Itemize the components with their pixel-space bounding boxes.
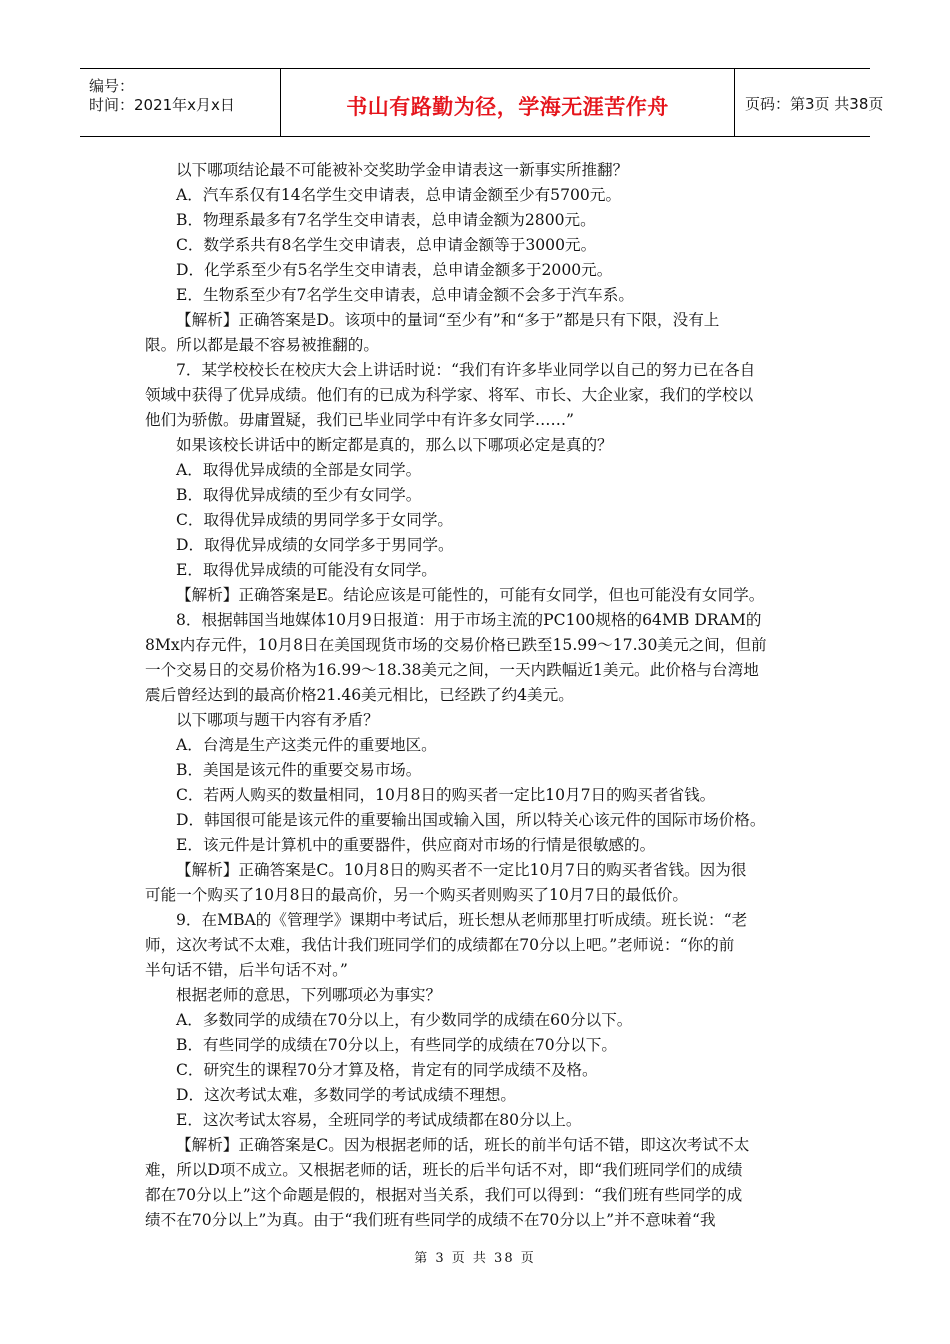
text-line: 领域中获得了优异成绩。他们有的已成为科学家、将军、市长、大企业家，我们的学校以 — [145, 386, 754, 404]
text-line: 9．在MBA的《管理学》课期中考试后，班长想从老师那里打听成绩。班长说：“老 — [176, 911, 748, 929]
text-line: 绩不在70分以上”为真。由于“我们班有些同学的成绩不在70分以上”并不意味着“我 — [145, 1211, 716, 1229]
document-body — [145, 158, 805, 1233]
page-footer: 第 3 页 共 38 页 — [414, 1251, 536, 1266]
text-line: 他们为骄傲。毋庸置疑，我们已毕业同学中有许多女同学……” — [145, 411, 575, 429]
text-line: 师，这次考试不太难，我估计我们班同学们的成绩都在70分以上吧。”老师说：“你的前 — [145, 936, 735, 954]
header-motto-cell — [280, 69, 735, 136]
text-line: 都在70分以上”这个命题是假的，根据对当关系，我们可以得到：“我们班有些同学的成 — [145, 1186, 743, 1204]
doc-number-label: 编号： — [89, 77, 135, 95]
text-line: C．若两人购买的数量相同，10月8日的购买者一定比10月7日的购买者省钱。 — [176, 786, 716, 804]
header-motto: 书山有路勤为径，学海无涯苦作舟 — [346, 94, 669, 119]
text-line: A．汽车系仅有14名学生交申请表，总申请金额至少有5700元。 — [176, 186, 622, 204]
text-line: E．生物系至少有7名学生交申请表，总申请金额不会多于汽车系。 — [176, 286, 634, 304]
header-page-info: 页码：第3页 共38页 — [745, 95, 884, 113]
text-line: C．研究生的课程70分才算及格，肯定有的同学成绩不及格。 — [176, 1061, 598, 1079]
text-line: 根据老师的意思，下列哪项必为事实？ — [176, 986, 442, 1004]
text-line: 如果该校长讲话中的断定都是真的，那么以下哪项必定是真的？ — [176, 436, 613, 454]
page-header — [80, 68, 884, 137]
doc-time-label: 时间：2021年x月x日 — [89, 96, 235, 114]
text-line: B．取得优异成绩的至少有女同学。 — [176, 486, 422, 504]
text-line: D．这次考试太难，多数同学的考试成绩不理想。 — [176, 1086, 516, 1104]
text-line: E．该元件是计算机中的重要器件，供应商对市场的行情是很敏感的。 — [176, 836, 656, 854]
text-line: 可能一个购买了10月8日的最高价，另一个购买者则购买了10月7日的最低价。 — [145, 886, 688, 904]
text-line: 震后曾经达到的最高价格21.46美元相比，已经跌了约4美元。 — [145, 686, 574, 704]
text-line: A．取得优异成绩的全部是女同学。 — [176, 461, 422, 479]
text-line: 【解析】正确答案是C。因为根据老师的话，班长的前半句话不错，即这次考试不太 — [176, 1136, 750, 1154]
text-line: B．有些同学的成绩在70分以上，有些同学的成绩在70分以下。 — [176, 1036, 617, 1054]
text-line: D．韩国很可能是该元件的重要输出国或输入国，所以特关心该元件的国际市场价格。 — [176, 811, 766, 829]
text-line: 难，所以D项不成立。又根据老师的话，班长的后半句话不对，即“我们班同学们的成绩 — [145, 1161, 743, 1179]
text-line: A．多数同学的成绩在70分以上，有少数同学的成绩在60分以下。 — [176, 1011, 633, 1029]
text-line: D．化学系至少有5名学生交申请表，总申请金额多于2000元。 — [176, 261, 613, 279]
text-line: C．取得优异成绩的男同学多于女同学。 — [176, 511, 454, 529]
header-page-cell — [733, 69, 884, 136]
text-line: 8Mx内存元件，10月8日在美国现货市场的交易价格已跌至15.99～17.30美元之间，但前 — [145, 636, 767, 654]
text-line: B．物理系最多有7名学生交申请表，总申请金额为2800元。 — [176, 211, 596, 229]
text-line: 以下哪项与题干内容有矛盾？ — [176, 711, 379, 729]
text-line: 8．根据韩国当地媒体10月9日报道：用于市场主流的PC100规格的64MB DRAM的 — [176, 611, 762, 629]
text-line: D．取得优异成绩的女同学多于男同学。 — [176, 536, 454, 554]
text-line: 7．某学校校长在校庆大会上讲话时说：“我们有许多毕业同学以自己的努力已在各自 — [176, 361, 756, 379]
text-line: 半句话不错，后半句话不对。” — [145, 961, 348, 979]
text-line: 【解析】正确答案是E。结论应该是可能性的，可能有女同学，但也可能没有女同学。 — [176, 586, 765, 604]
text-line: 以下哪项结论最不可能被补交奖助学金申请表这一新事实所推翻？ — [176, 161, 629, 179]
text-line: 一个交易日的交易价格为16.99～18.38美元之间，一天内跌幅近1美元。此价格与台湾地 — [145, 661, 759, 679]
text-line: 【解析】正确答案是C。10月8日的购买者不一定比10月7日的购买者省钱。因为很 — [176, 861, 747, 879]
text-line: E．取得优异成绩的可能没有女同学。 — [176, 561, 437, 579]
text-line: A．台湾是生产这类元件的重要地区。 — [176, 736, 437, 754]
header-meta — [80, 69, 280, 136]
text-line: B．美国是该元件的重要交易市场。 — [176, 761, 422, 779]
text-line: 限。所以都是最不容易被推翻的。 — [145, 336, 379, 354]
text-line: E．这次考试太容易，全班同学的考试成绩都在80分以上。 — [176, 1111, 582, 1129]
text-line: C．数学系共有8名学生交申请表，总申请金额等于3000元。 — [176, 236, 597, 254]
text-line: 【解析】正确答案是D。该项中的量词“至少有”和“多于”都是只有下限，没有上 — [176, 311, 720, 329]
